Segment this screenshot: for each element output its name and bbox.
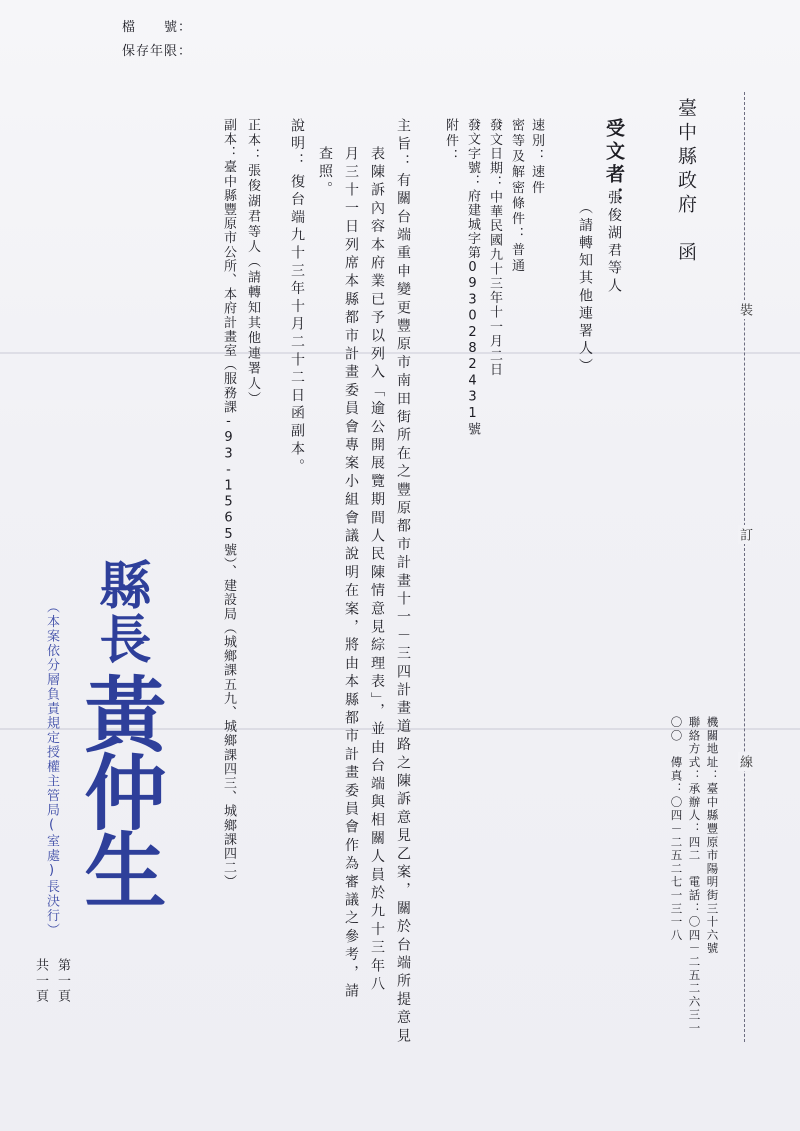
subject-line-2: 表陳訴內容本府業已予以列入「逾公開展覽期間人民陳情意見綜理表」，並由台端與相關人員於九十三年八 xyxy=(369,146,385,995)
explanation-text: 復台端九十三年十月二十二日函副本。 xyxy=(289,174,305,477)
binding-mark-xian: 線 xyxy=(738,752,751,771)
subject-line-4: 查照。 xyxy=(317,146,333,199)
contact-info: 聯絡方式：承辦人：四二 電話：〇四－二五二六三一 xyxy=(687,716,702,1036)
security-class: 密等及解密條件：普通 xyxy=(509,118,524,274)
archive-number-label: 檔 號： xyxy=(122,20,193,35)
agency-address: 機關地址：臺中縣豐原市陽明街三十六號 xyxy=(705,716,720,956)
magistrate-title: 縣長 xyxy=(90,558,151,666)
magistrate-signature: 黃仲生 xyxy=(71,672,167,906)
document-number: 發文字號：府建城字第0930282431號 xyxy=(465,118,480,437)
copy-recipients: 副本：臺中縣豐原市公所、本府計畫室（服務課-93-1565號）、建設局（城鄉課五九、城鄉課四三、城鄉課四二） xyxy=(221,118,236,889)
recipient-label: 受文者： xyxy=(603,118,625,210)
subject-line-3: 月三十一日列席本縣都市計畫委員會專案小組會議說明在案，將由本縣都市計畫委員會作為審議之參考，請 xyxy=(343,146,359,1002)
subject-line-1: 主旨：有關台端重申變更豐原市南田街所在之豐原都市計畫十一－三四計畫道路之陳訴意見乙案，關於台端所提意見 xyxy=(395,118,411,1047)
explanation-label: 說明： xyxy=(289,118,305,171)
issue-date: 發文日期：中華民國九十三年十一月二日 xyxy=(487,118,502,378)
binding-mark-zhuang: 裝 xyxy=(738,300,751,319)
delegation-note: （本案依分層負責規定授權主管局(室處)長決行） xyxy=(44,600,59,938)
recipient-name: 張俊湖君等人 xyxy=(606,190,622,296)
page-number: 第一頁 xyxy=(55,958,70,1005)
binding-mark-ding: 訂 xyxy=(738,525,751,544)
primary-recipient: 正本：張俊湖君等人（請轉知其他連署人） xyxy=(245,118,260,407)
speed-class: 速別：速件 xyxy=(529,118,544,196)
attachment-label: 附件： xyxy=(443,118,458,165)
page-total: 共一頁 xyxy=(33,958,48,1005)
retention-label: 保存年限： xyxy=(122,44,193,59)
fax-info: 〇〇 傳真：〇四－二五二七一三一八 xyxy=(669,716,684,943)
recipient-note: （請轉知其他連署人） xyxy=(577,200,593,376)
binding-line xyxy=(744,92,745,1042)
document-title: 臺中縣政府 函 xyxy=(675,98,697,266)
